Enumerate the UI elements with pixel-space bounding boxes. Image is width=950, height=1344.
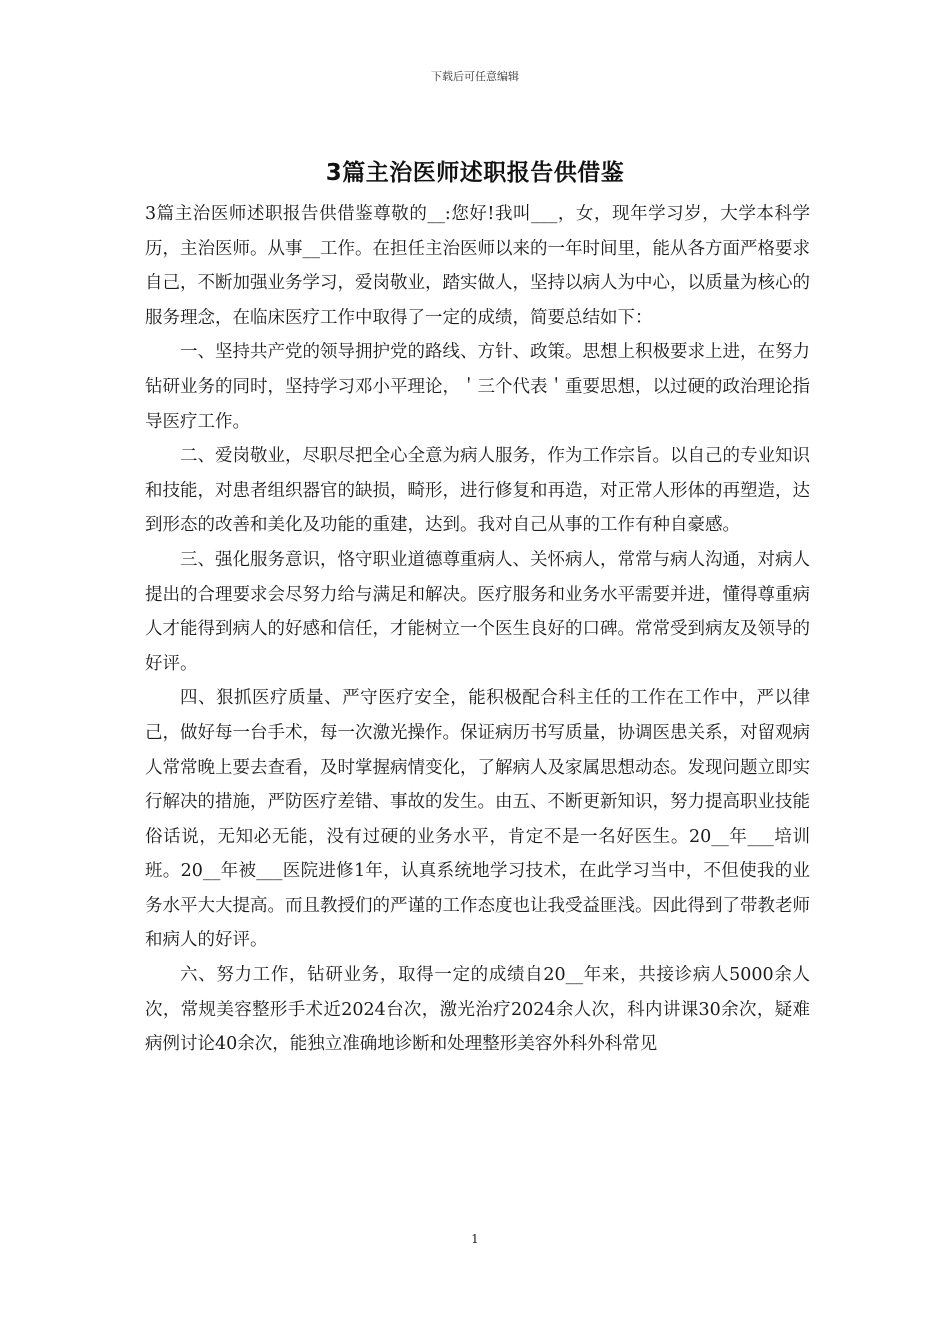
document-title: 3篇主治医师述职报告供借鉴 xyxy=(325,160,625,186)
paragraph-section-6: 六、努力工作，钻研业务，取得一定的成绩自20__年来，共接诊病人5000余人次，常规美容整形手术近2024台次，激光治疗2024余人次，科内讲课30余次，疑难病例讨论40余次，能独立准确地诊断和处理整形美容外科外科常见 xyxy=(145,965,810,1055)
page-number: 1 xyxy=(471,1232,479,1246)
page-header: 下载后可任意编辑 xyxy=(431,70,519,83)
paragraph-section-1: 一、坚持共产党的领导拥护党的路线、方针、政策。思想上积极要求上进，在努力钻研业务的同时，坚持学习邓小平理论，＇三个代表＇重要思想，以过硬的政治理论指导医疗工作。 xyxy=(145,342,810,432)
paragraph-intro: 3篇主治医师述职报告供借鉴尊敬的__:您好!我叫___，女，现年学习岁，大学本科学历，主治医师。从事__工作。在担任主治医师以来的一年时间里，能从各方面严格要求自己，不断加强业务学习，爱岗敬业，踏实做人，坚持以病人为中心，以质量为核心的服务理念，在临床医疗工作中取得了一定的成绩，简要总结如下： xyxy=(145,204,810,328)
paragraph-section-4: 四、狠抓医疗质量、严守医疗安全，能积极配合科主任的工作在工作中，严以律己，做好每一台手术，每一次激光操作。保证病历书写质量，协调医患关系，对留观病人常常晚上要去查看，及时掌握病情变化，了解病人及家属思想动态。发现问题立即实行解决的措施，严防医疗差错、事故的发生。由五、不断更新知识，努力提高职业技能俗话说，无知必无能，没有过硬的业务水平，肯定不是一名好医生。20__年___培训班。20__年被___医院进修1年，认真系统地学习技术，在此学习当中，不但使我的业务水平大大提高。而且教授们的严谨的工作态度也让我受益匪浅。因此得到了带教老师和病人的好评。 xyxy=(145,688,810,951)
paragraph-section-2: 二、爱岗敬业，尽职尽把全心全意为病人服务，作为工作宗旨。以自己的专业知识和技能，对患者组织器官的缺损，畸形，进行修复和再造，对正常人形体的再塑造，达到形态的改善和美化及功能的重建，达到。我对自己从事的工作有种自豪感。 xyxy=(145,446,810,536)
document-body xyxy=(145,197,810,1062)
paragraph-section-3: 三、强化服务意识，恪守职业道德尊重病人、关怀病人，常常与病人沟通，对病人提出的合理要求会尽努力给与满足和解决。医疗服务和业务水平需要并进，懂得尊重病人才能得到病人的好感和信任，才能树立一个医生良好的口碑。常常受到病友及领导的好评。 xyxy=(145,549,810,674)
